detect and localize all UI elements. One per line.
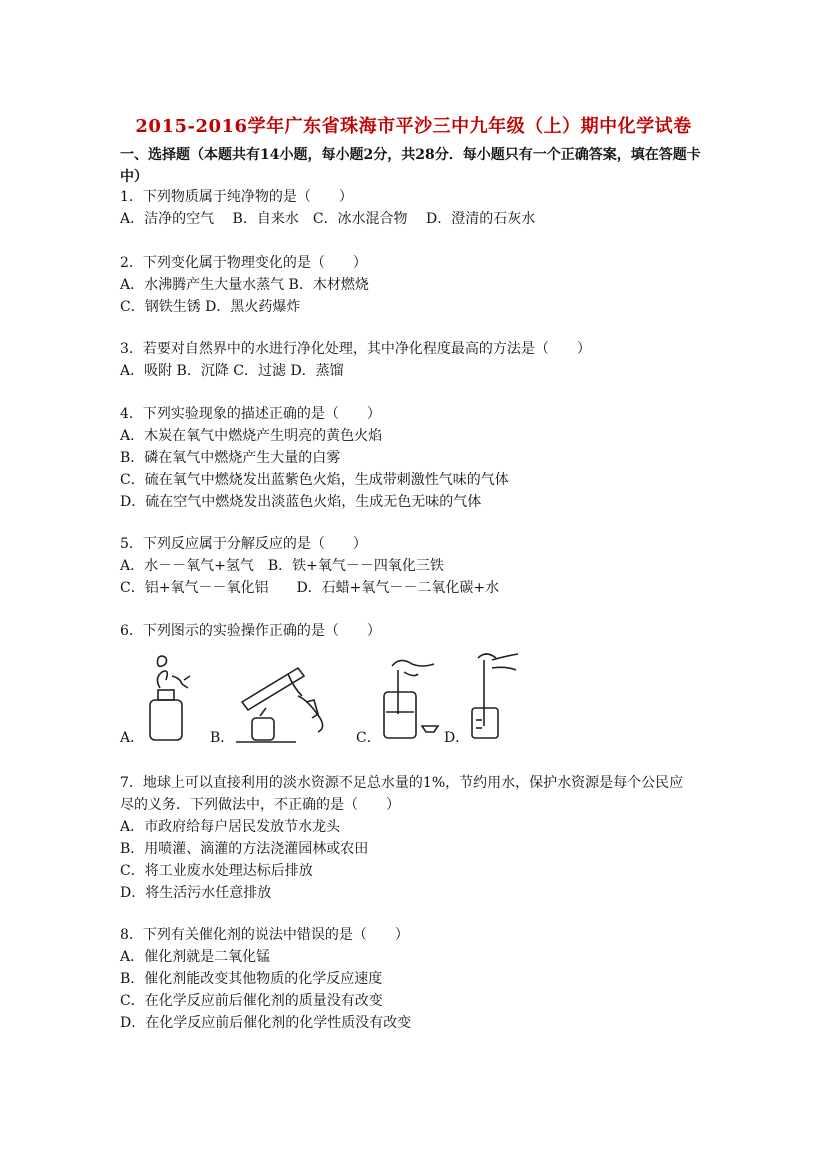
q6-figure-d-beaker-dropper bbox=[464, 648, 524, 744]
q5-options-cd: C．铝+氧气－－氧化铝 D．石蜡+氧气－－二氧化碳+水 bbox=[120, 580, 500, 596]
q5-options-ab: A．水－－氧气+氢气 B．铁+氧气－－四氧化三铁 bbox=[120, 558, 444, 574]
q8-option-b: B．催化剂能改变其他物质的化学反应速度 bbox=[120, 971, 383, 987]
q7-stem-line2: 尽的义务．下列做法中，不正确的是（ ） bbox=[120, 797, 400, 813]
q5-stem: 5．下列反应属于分解反应的是（ ） bbox=[120, 536, 367, 552]
q7-option-d: D．将生活污水任意排放 bbox=[120, 885, 272, 901]
q4-option-d: D．硫在空气中燃烧发出淡蓝色火焰，生成无色无味的气体 bbox=[120, 494, 482, 510]
q3-options: A．吸附 B．沉降 C．过滤 D．蒸馏 bbox=[120, 363, 344, 379]
q6-label-a: A． bbox=[120, 730, 145, 746]
section-heading: 一、选择题（本题共有14小题，每小题2分，共28分．每小题只有一个正确答案，填在答题卡中） bbox=[120, 147, 701, 185]
q8-option-d: D．在化学反应前后催化剂的化学性质没有改变 bbox=[120, 1015, 412, 1031]
q7-stem-line1: 7．地球上可以直接利用的淡水资源不足总水量的1%，节约用水，保护水资源是每个公民应 bbox=[120, 775, 684, 791]
q4-option-b: B．磷在氧气中燃烧产生大量的白雾 bbox=[120, 450, 341, 466]
q7-option-b: B．用喷灌、滴灌的方法浇灌园林或农田 bbox=[120, 841, 369, 857]
q6-label-b: B． bbox=[210, 730, 235, 746]
q4-stem: 4．下列实验现象的描述正确的是（ ） bbox=[120, 406, 381, 422]
q2-options-ab: A．水沸腾产生大量水蒸气 B．木材燃烧 bbox=[120, 277, 369, 293]
q7-option-c: C．将工业废水处理达标后排放 bbox=[120, 863, 313, 879]
q2-options-cd: C．钢铁生锈 D．黑火药爆炸 bbox=[120, 299, 301, 315]
q4-option-c: C．硫在氧气中燃烧发出蓝紫色火焰，生成带刺激性气味的气体 bbox=[120, 472, 509, 488]
q4-option-a: A．木炭在氧气中燃烧产生明亮的黄色火焰 bbox=[120, 428, 383, 444]
q6-figure-b-heating-test-tube bbox=[228, 658, 338, 746]
q6-figure-a-bottle-stopper bbox=[140, 652, 200, 744]
q8-stem: 8．下列有关催化剂的说法中错误的是（ ） bbox=[120, 927, 409, 943]
q6-label-d: D． bbox=[444, 730, 470, 746]
q1-options: A．洁净的空气 B．自来水 C．冰水混合物 D．澄清的石灰水 bbox=[120, 211, 536, 227]
q3-stem: 3．若要对自然界中的水进行净化处理，其中净化程度最高的方法是（ ） bbox=[120, 341, 591, 357]
q6-figure-c-dropper-bottle bbox=[376, 652, 448, 744]
q2-stem: 2．下列变化属于物理变化的是（ ） bbox=[120, 255, 367, 271]
q6-label-c: C． bbox=[356, 730, 381, 746]
q8-option-a: A．催化剂就是二氧化锰 bbox=[120, 949, 271, 965]
q6-stem: 6．下列图示的实验操作正确的是（ ） bbox=[120, 623, 381, 639]
exam-title: 2015-2016学年广东省珠海市平沙三中九年级（上）期中化学试卷 bbox=[135, 116, 692, 137]
q7-option-a: A．市政府给每户居民发放节水龙头 bbox=[120, 819, 341, 835]
q8-option-c: C．在化学反应前后催化剂的质量没有改变 bbox=[120, 993, 383, 1009]
q1-stem: 1．下列物质属于纯净物的是（ ） bbox=[120, 189, 353, 205]
